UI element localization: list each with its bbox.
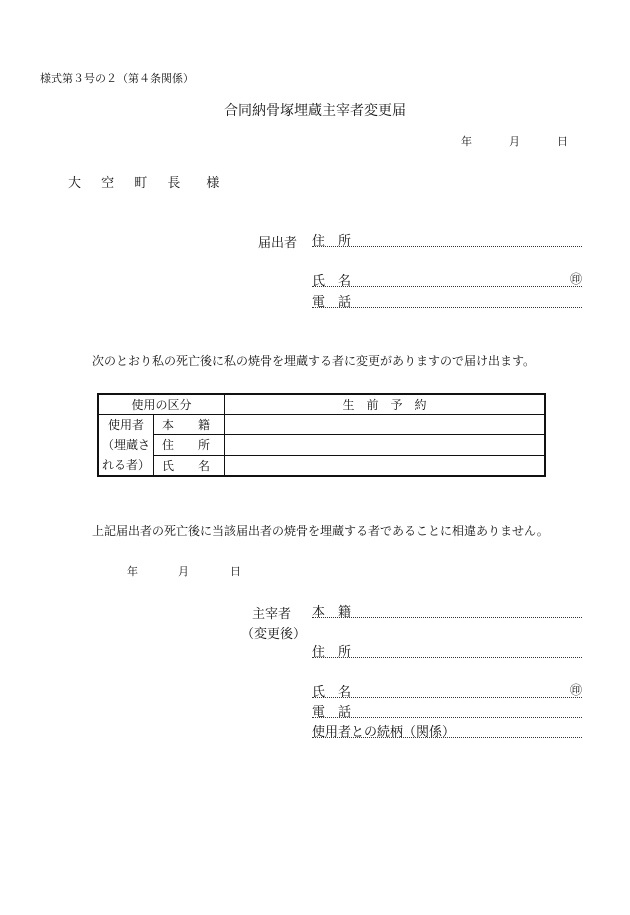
- applicant-phone-label: 電 話: [312, 295, 352, 310]
- applicant-name-label: 氏 名: [312, 274, 352, 289]
- host-domicile-label: 本 籍: [312, 605, 352, 620]
- host-phone-label: 電 話: [312, 705, 352, 720]
- addressee-name: 大 空 町 長: [68, 176, 189, 191]
- side-label-line: （埋蔵さ: [101, 438, 150, 452]
- host-relation-field[interactable]: [312, 721, 582, 738]
- form-number: 様式第３号の２（第４条関係）: [40, 72, 194, 85]
- statement-change: 次のとおり私の死亡後に私の焼骨を埋蔵する者に変更がありますので届け出ます。: [92, 354, 536, 368]
- date-mid-day: 日: [230, 565, 241, 578]
- addressee: [68, 172, 227, 191]
- applicant-label: 届出者: [258, 236, 298, 251]
- table-cell-address[interactable]: [225, 435, 546, 455]
- statement-confirmation: 上記届出者の死亡後に当該届出者の焼骨を埋蔵する者であることに相違ありません。: [92, 524, 549, 538]
- table-cell-domicile[interactable]: [225, 415, 546, 435]
- host-sublabel: （変更後）: [241, 627, 307, 642]
- table-header-usage: 使用の区分: [98, 394, 225, 415]
- table-row-label-name: 氏 名: [154, 455, 225, 476]
- date-top: [0, 133, 630, 147]
- table-cell-name[interactable]: [225, 455, 546, 476]
- date-mid: [0, 563, 630, 577]
- host-domicile-field[interactable]: [312, 601, 582, 618]
- date-mid-year: 年: [127, 565, 138, 578]
- document-title: 合同納骨塚埋蔵主宰者変更届: [224, 103, 406, 119]
- applicant-phone-field[interactable]: [312, 291, 582, 308]
- date-top-year: 年: [461, 135, 472, 148]
- host-label: 主宰者: [252, 607, 292, 622]
- usage-table: [97, 393, 546, 477]
- host-phone-field[interactable]: [312, 701, 582, 718]
- host-address-label: 住 所: [312, 645, 352, 660]
- applicant-name-field[interactable]: [312, 270, 582, 287]
- addressee-honorific: 様: [206, 176, 228, 191]
- applicant-address-label: 住 所: [312, 234, 352, 249]
- host-address-field[interactable]: [312, 641, 582, 658]
- host-name-label: 氏 名: [312, 685, 352, 700]
- host-relation-label: 使用者との続柄（関係）: [312, 725, 456, 740]
- seal-mark: ㊞: [569, 683, 582, 697]
- seal-mark: ㊞: [569, 272, 582, 286]
- table-row-label-domicile: 本 籍: [154, 415, 225, 435]
- date-mid-month: 月: [178, 565, 189, 578]
- table-header-reservation: 生 前 予 約: [225, 394, 546, 415]
- host-name-field[interactable]: [312, 681, 582, 698]
- side-label-line: 使用者: [107, 418, 144, 432]
- table-side-label: [98, 415, 154, 477]
- date-top-month: 月: [509, 135, 520, 148]
- side-label-line: れる者）: [101, 458, 150, 472]
- table-row-label-address: 住 所: [154, 435, 225, 455]
- date-top-day: 日: [557, 135, 568, 148]
- applicant-address-field[interactable]: [312, 230, 582, 247]
